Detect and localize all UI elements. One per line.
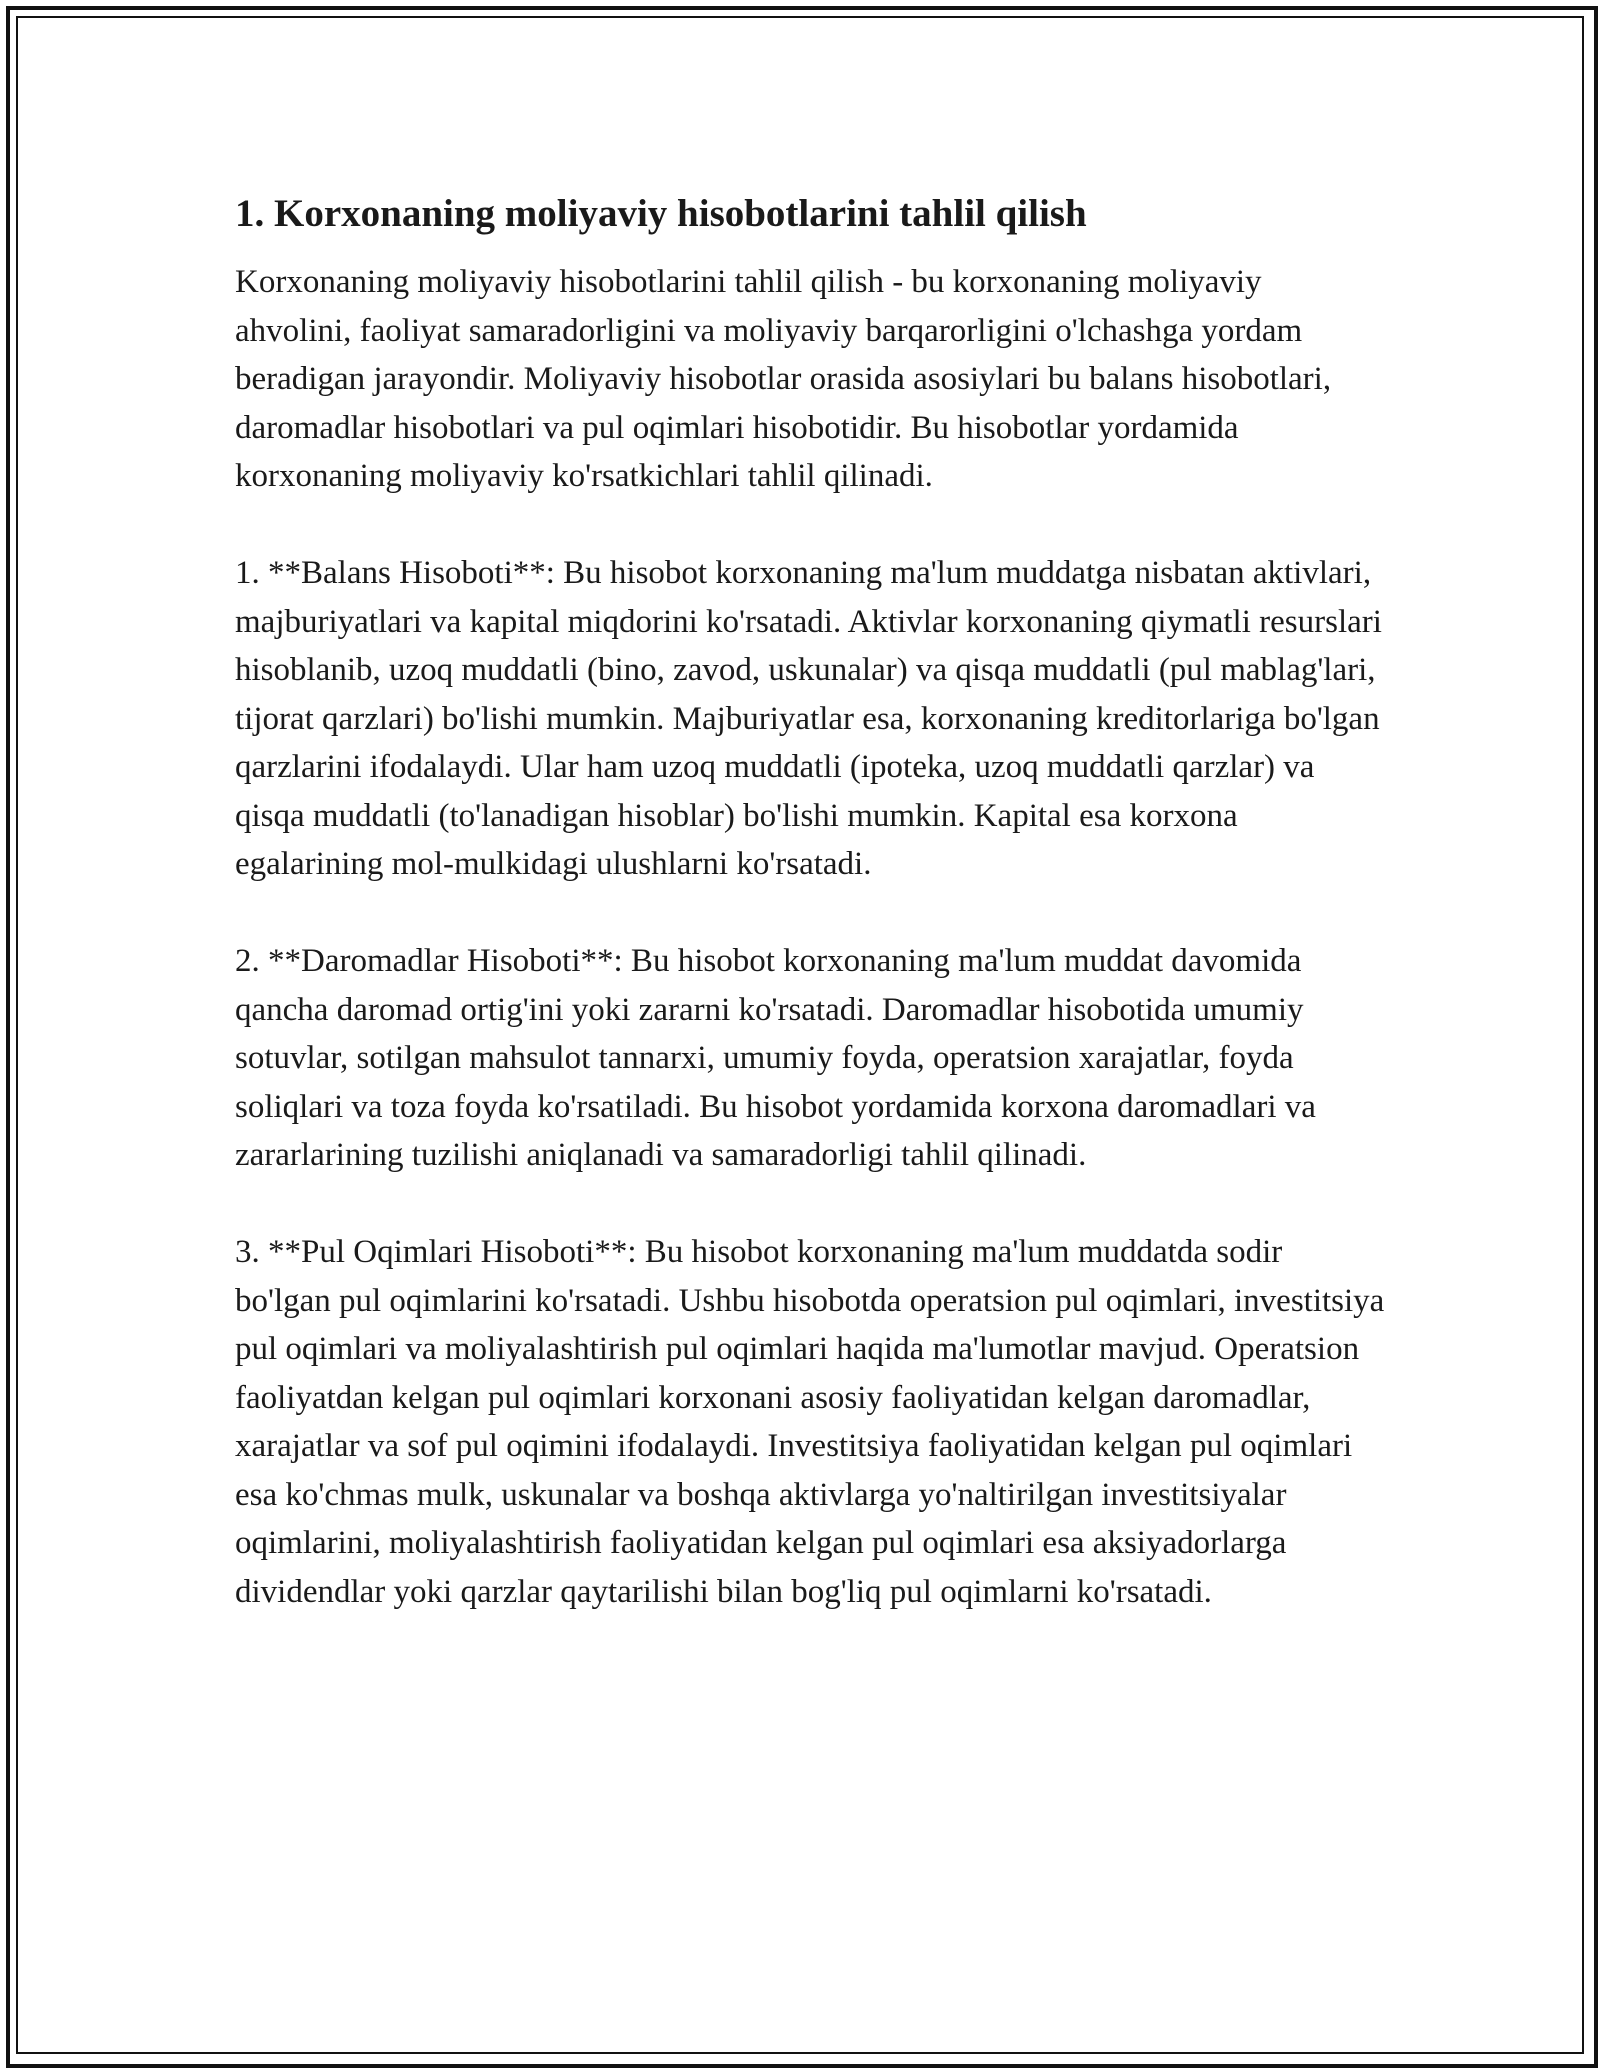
section-heading: 1. Korxonaning moliyaviy hisobotlarini tahlil qilish	[235, 192, 1087, 235]
document-body	[235, 186, 1385, 1616]
income-statement-paragraph: 2. **Daromadlar Hisoboti**: Bu hisobot korxonaning ma'lum muddat davomida qancha daromad ortig'ini yoki zararni ko'rsatadi. Daromadlar hisobotida umumiy sotuvlar, sotilgan mahsulot tannarxi, umumiy foyda, operatsion xarajatlar, foyda soliqlari va toza foyda ko'rsatiladi. Bu hisobot yordamida korxona daromadlari va zararlarining tuzilishi aniqlanadi va samaradorligi tahlil qilinadi.	[235, 943, 1316, 1173]
cash-flow-paragraph: 3. **Pul Oqimlari Hisoboti**: Bu hisobot korxonaning ma'lum muddatda sodir bo'lgan pul oqimlarini ko'rsatadi. Ushbu hisobotda operatsion pul oqimlari, investitsiya pul oqimlari va moliyalashtirish pul oqimlari haqida ma'lumotlar mavjud. Operatsion faoliyatdan kelgan pul oqimlari korxonani asosiy faoliyatidan kelgan daromadlar, xarajatlar va sof pul oqimini ifodalaydi. Investitsiya faoliyatidan kelgan pul oqimlari esa ko'chmas mulk, uskunalar va boshqa aktivlarga yo'naltirilgan investitsiyalar oqimlarini, moliyalashtirish faoliyatidan kelgan pul oqimlari esa aksiyadorlarga dividendlar yoki qarzlar qaytarilishi bilan bog'liq pul oqimlarni ko'rsatadi.	[235, 1234, 1385, 1610]
balance-sheet-paragraph: 1. **Balans Hisoboti**: Bu hisobot korxonaning ma'lum muddatga nisbatan aktivlari, majburiyatlari va kapital miqdorini ko'rsatadi. Aktivlar korxonaning qiymatli resurslari hisoblanib, uzoq muddatli (bino, zavod, uskunalar) va qisqa muddatli (pul mablag'lari, tijorat qarzlari) bo'lishi mumkin. Majburiyatlar esa, korxonaning kreditorlariga bo'lgan qarzlarini ifodalaydi. Ular ham uzoq muddatli (ipoteka, uzoq muddatli qarzlar) va qisqa muddatli (to'lanadigan hisoblar) bo'lishi mumkin. Kapital esa korxona egalarining mol-mulkidagi ulushlarni ko'rsatadi.	[235, 555, 1382, 882]
intro-paragraph: Korxonaning moliyaviy hisobotlarini tahlil qilish - bu korxonaning moliyaviy ahvolini, faoliyat samaradorligini va moliyaviy barqarorligini o'lchashga yordam beradigan jarayondir. Moliyaviy hisobotlar orasida asosiylari bu balans hisobotlari, daromadlar hisobotlari va pul oqimlari hisobotidir. Bu hisobotlar yordamida korxonaning moliyaviy ko'rsatkichlari tahlil qilinadi.	[235, 264, 1332, 494]
